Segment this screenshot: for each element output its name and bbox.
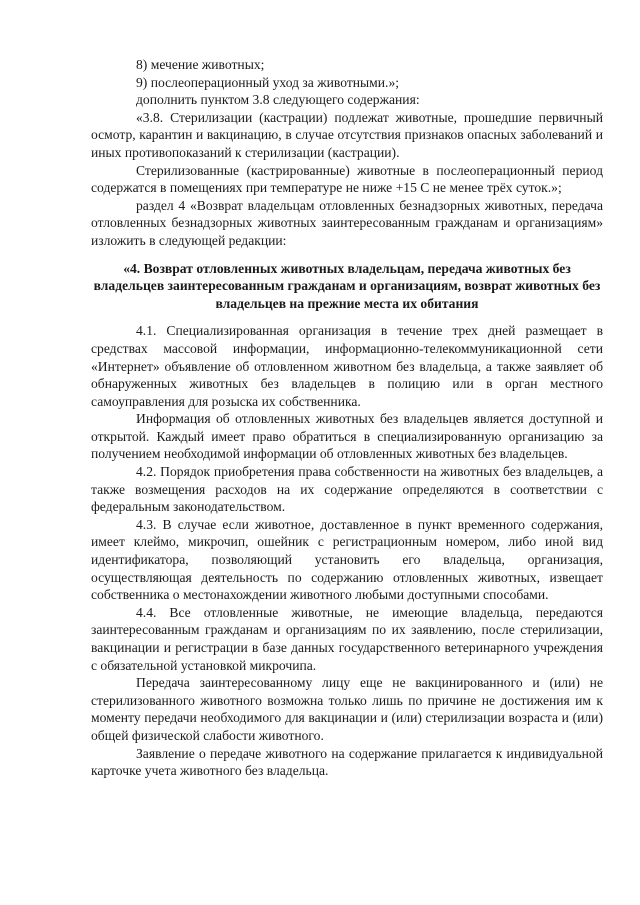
clause-4-4: 4.4. Все отловленные животные, не имеющие владельца, передаются заинтересованным гражданам и организациям по их заявлению, после стерилизации, вакцинации и регистрации в базе данных государственного ветеринарного учреждения с обязательной установкой микрочипа. <box>91 604 603 673</box>
amendment-intro: дополнить пунктом 3.8 следующего содержания: <box>136 92 420 108</box>
list-item-8: 8) мечение животных; <box>136 57 265 72</box>
clause-3-8-sterilized: Стерилизованные (кастрированные) животные в послеоперационный период содержатся в помещениях при температуре не ниже +15 С не менее трёх суток.»; <box>91 162 603 196</box>
clause-4-4-application: Заявление о передаче животного на содержание прилагается к индивидуальной карточке учета животного без владельца. <box>91 745 603 779</box>
clause-3-8: «3.8. Стерилизации (кастрации) подлежат животные, прошедшие первичный осмотр, карантин и вакцинацию, в случае отсутствия признаков опасных заболеваний и иных противопоказаний к стерилизации (кастрации). <box>91 109 603 160</box>
clause-4-1-info: Информация об отловленных животных без владельцев является доступной и открытой. Каждый имеет право обратиться в специализированную организацию за получением необходимой информации об отловленных животных без владельцев. <box>91 411 603 462</box>
document-page <box>91 56 603 780</box>
clause-4-3: 4.3. В случае если животное, доставленное в пункт временного содержания, имеет клеймо, микрочип, ошейник с регистрационным номером, либо иной вид идентификатора, позволяющий установить его владельца, организация, осуществляющая деятельность по содержанию отловленных животных, извещает собственника о местонахождении животного любыми доступными способами. <box>91 516 603 603</box>
section-4-intro: раздел 4 «Возврат владельцам отловленных безнадзорных животных, передача отловленных безнадзорных животных заинтересованным гражданам и организациям» изложить в следующей редакции: <box>91 197 603 248</box>
clause-4-1: 4.1. Специализированная организация в течение трех дней размещает в средствах массовой информации, информационно-телекоммуникационной сети «Интернет» объявление об отловленном животном без владельца, а также заявляет об обнаруженных животных без владельцев в полицию или в орган местного самоуправления для розыска их собственника. <box>91 323 603 409</box>
clause-4-2: 4.2. Порядок приобретения права собственности на животных без владельцев, а также возмещения расходов на их содержание определяются в соответствии с федеральным законодательством. <box>91 464 603 515</box>
clause-4-4-transfer: Передача заинтересованному лицу еще не вакцинированного и (или) не стерилизованного животного возможна только лишь по причине не достижения им к моменту передачи необходимого для вакцинации и (или) стерилизации возраста и (или) общей физической слабости животного. <box>91 675 603 743</box>
section-heading: «4. Возврат отловленных животных владельцам, передача животных без владельцев заинтересованным гражданам и организациям, возврат животных без владельцев на прежние места их обитания <box>93 260 601 311</box>
list-item-9: 9) послеоперационный уход за животными.»; <box>136 74 400 90</box>
